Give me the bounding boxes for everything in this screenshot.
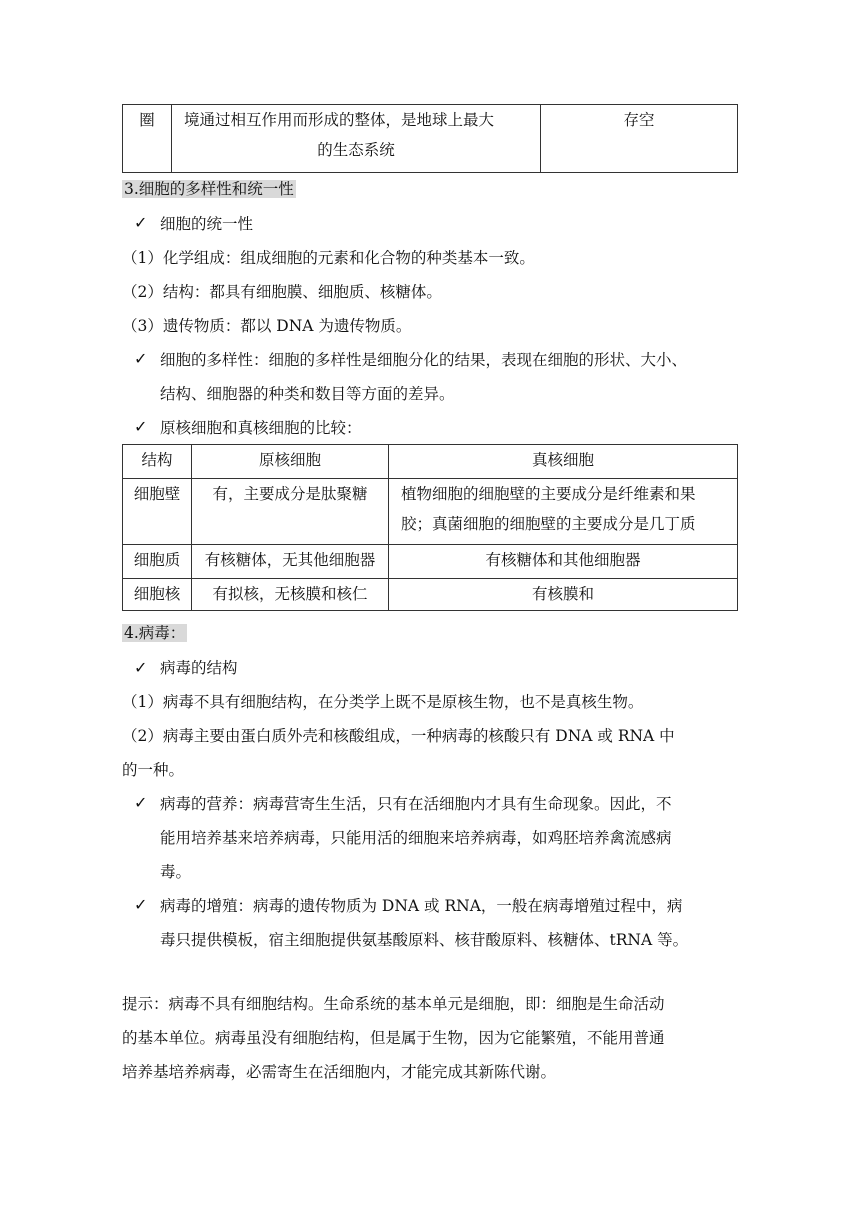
row-cytoplasm-eukaryote: 有核糖体和其他细胞器 — [389, 545, 738, 579]
virus-structure-1: （1）病毒不具有细胞结构，在分类学上既不是原核生物，也不是真核生物。 — [122, 693, 644, 711]
row-cytoplasm-prokaryote: 有核糖体，无其他细胞器 — [192, 545, 389, 579]
row-nucleus-eukaryote: 有核膜和 — [389, 579, 738, 611]
check-icon: ✓ — [134, 658, 148, 677]
unity-item-2: （2）结构：都具有细胞膜、细胞质、核糖体。 — [122, 283, 442, 301]
compare-title: 原核细胞和真核细胞的比较： — [160, 419, 362, 437]
table-header-row — [123, 445, 738, 479]
tip-line2: 的基本单位。病毒虽没有细胞结构，但是属于生物，因为它能繁殖，不能用普通 — [122, 1029, 665, 1047]
virus-structure-2-line1: （2）病毒主要由蛋白质外壳和核酸组成，一种病毒的核酸只有 DNA 或 RNA 中 — [122, 727, 675, 745]
row-cell-wall-label: 细胞壁 — [123, 479, 192, 545]
virus-nutrition-line2: 能用培养基来培养病毒，只能用活的细胞来培养病毒，如鸡胚培养禽流感病 — [160, 829, 672, 847]
section3-heading-wrap — [122, 176, 296, 202]
tip-line1: 提示：病毒不具有细胞结构。生命系统的基本单元是细胞，即：细胞是生命活动 — [122, 995, 665, 1013]
header-eukaryote: 真核细胞 — [389, 445, 738, 479]
unity-item-3: （3）遗传物质：都以 DNA 为遗传物质。 — [122, 317, 412, 335]
row-cell-wall-prokaryote: 有，主要成分是肽聚糖 — [192, 479, 389, 545]
check-icon: ✓ — [134, 417, 148, 436]
section4-heading: 4.病毒： — [124, 624, 186, 642]
table1-col2-line2: 的生态系统 — [317, 141, 395, 159]
table-row — [123, 479, 738, 545]
diversity-line-2: 结构、细胞器的种类和数目等方面的差异。 — [160, 385, 455, 403]
virus-nutrition-line1: 病毒的营养：病毒营寄生生活，只有在活细胞内才具有生命现象。因此，不 — [160, 795, 672, 813]
table-row — [123, 579, 738, 611]
check-icon: ✓ — [134, 349, 148, 368]
check-icon: ✓ — [134, 213, 148, 232]
virus-structure-2-line2: 的一种。 — [122, 761, 185, 779]
table1-col1: 圈 — [123, 105, 172, 173]
virus-reproduction-line2: 毒只提供模板，宿主细胞提供氨基酸原料、核苷酸原料、核糖体、tRNA 等。 — [160, 931, 689, 949]
cell-comparison-table — [122, 444, 738, 611]
unity-title: 细胞的统一性 — [160, 215, 254, 233]
section4-heading-wrap — [122, 620, 187, 646]
diversity-line-1: 细胞的多样性：细胞的多样性是细胞分化的结果，表现在细胞的形状、大小、 — [160, 351, 688, 369]
row-nucleus-label: 细胞核 — [123, 579, 192, 611]
table1-col3: 存空 — [541, 105, 738, 173]
header-prokaryote: 原核细胞 — [192, 445, 389, 479]
unity-item-1: （1）化学组成：组成细胞的元素和化合物的种类基本一致。 — [122, 249, 535, 267]
tip-line3: 培养基培养病毒，必需寄生在活细胞内，才能完成其新陈代谢。 — [122, 1063, 557, 1081]
table-row — [123, 545, 738, 579]
ecosystem-table-continuation — [122, 104, 738, 173]
virus-nutrition-line3: 毒。 — [160, 863, 192, 881]
header-structure: 结构 — [123, 445, 192, 479]
check-icon: ✓ — [134, 793, 148, 812]
row-nucleus-prokaryote: 有拟核，无核膜和核仁 — [192, 579, 389, 611]
row-cell-wall-eukaryote-line2: 胶；真菌细胞的细胞壁的主要成分是几丁质 — [401, 515, 696, 533]
row-cell-wall-eukaryote-line1: 植物细胞的细胞壁的主要成分是纤维素和果 — [401, 485, 696, 503]
row-cytoplasm-label: 细胞质 — [123, 545, 192, 579]
table1-col2-line1: 境通过相互作用而形成的整体，是地球上最大 — [184, 111, 495, 129]
virus-reproduction-line1: 病毒的增殖：病毒的遗传物质为 DNA 或 RNA，一般在病毒增殖过程中，病 — [160, 897, 683, 915]
check-icon: ✓ — [134, 895, 148, 914]
virus-structure-title: 病毒的结构 — [160, 659, 238, 677]
section3-heading: 3.细胞的多样性和统一性 — [124, 180, 294, 198]
